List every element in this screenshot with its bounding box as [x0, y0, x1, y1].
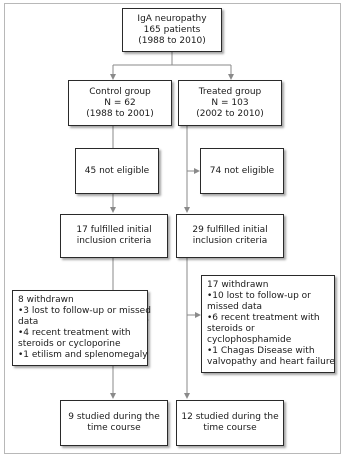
treated-withdrawn-reason-treatment-cont2: cyclophosphamide: [207, 335, 292, 345]
control-not-eligible-box: [75, 148, 159, 194]
population-box: [122, 8, 222, 52]
treated-not-eligible-text: 74 not eligible: [209, 165, 275, 176]
control-fulfilled-box: [60, 214, 168, 258]
treated-withdrawn-reason-lost: •10 lost to follow-up or: [207, 291, 311, 301]
control-studied-box: [60, 400, 168, 446]
control-withdrawn-reason-treatment-cont: steroids or cycloporine: [18, 339, 121, 349]
treated-group-period: (2002 to 2010): [196, 108, 264, 119]
population-title: IgA neuropathy: [137, 13, 207, 24]
treated-fulfilled-line1: 29 fulfilled initial: [192, 225, 268, 235]
treated-not-eligible-box: [200, 148, 284, 194]
control-withdrawn-reason-lost-cont: data: [18, 317, 39, 327]
treated-fulfilled-line2: inclusion criteria: [192, 236, 268, 246]
control-withdrawn-reason-lost: •3 lost to follow-up or missed: [18, 306, 151, 316]
treated-group-n: N = 103: [211, 97, 249, 108]
control-withdrawn-reason-treatment: •4 recent treatment with: [18, 328, 131, 338]
treated-withdrawn-count: 17 withdrawn: [207, 280, 269, 290]
control-not-eligible-text: 45 not eligible: [84, 165, 150, 176]
treated-studied-line2: time course: [203, 423, 257, 433]
population-count: 165 patients: [143, 24, 201, 35]
control-fulfilled-line2: inclusion criteria: [76, 236, 152, 246]
control-withdrawn-box: [12, 290, 151, 366]
treated-withdrawn-reason-treatment: •6 recent treatment with: [207, 313, 320, 323]
treated-withdrawn-box: [201, 275, 335, 373]
control-studied-line2: time course: [87, 423, 141, 433]
control-withdrawn-count: 8 withdrawn: [18, 295, 74, 305]
treated-withdrawn-reason-treatment-cont1: steroids or: [207, 324, 255, 334]
treated-fulfilled-box: [176, 214, 284, 258]
control-withdrawn-reason-etilism: •1 etilism and splenomegaly: [18, 350, 148, 360]
control-fulfilled-line1: 17 fulfilled initial: [76, 225, 152, 235]
treated-withdrawn-reason-chagas: •1 Chagas Disease with: [207, 346, 315, 356]
control-group-n: N = 62: [104, 97, 136, 108]
control-group-period: (1988 to 2001): [86, 108, 154, 119]
treated-group-title: Treated group: [198, 86, 262, 97]
control-group-title: Control group: [89, 86, 151, 97]
control-group-box: [68, 80, 172, 126]
treated-studied-line1: 12 studied during the: [181, 412, 279, 422]
control-studied-line1: 9 studied during the: [68, 412, 160, 422]
treated-studied-box: [176, 400, 284, 446]
population-period: (1988 to 2010): [138, 35, 206, 46]
treated-withdrawn-reason-chagas-cont: valvopathy and heart failure: [207, 357, 335, 367]
treated-withdrawn-reason-lost-cont: missed data: [207, 302, 263, 312]
treated-group-box: [178, 80, 282, 126]
